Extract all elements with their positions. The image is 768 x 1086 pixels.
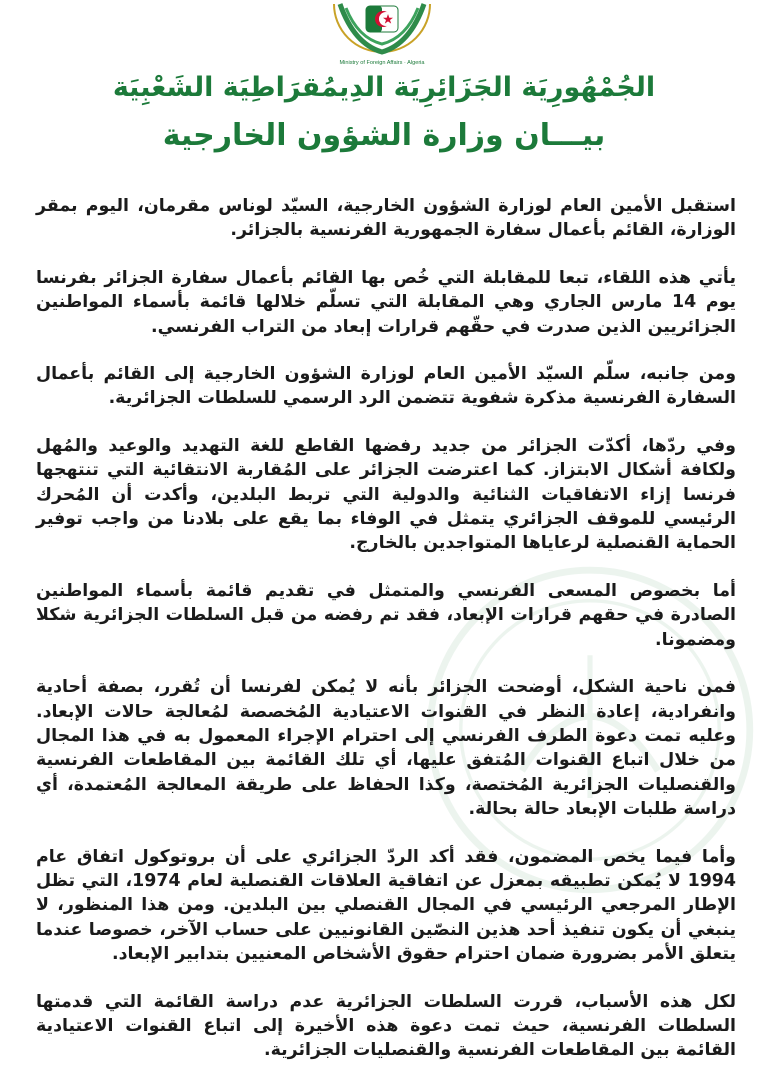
paragraph: يأتي هذه اللقاء، تبعا للمقابلة التي خُص بها القائم بأعمال سفارة الجزائر بفرنسا يوم 14 مارس الجاري وهي المقابلة التي تسلّم خلالها قائمة بأسماء المواطنين الجزائريين الذين صدرت في حقّهم قرارات إبعاد من التراب الفرنسي.	[36, 267, 737, 337]
paragraph: استقبل الأمين العام لوزارة الشؤون الخارجية، السيّد لوناس مقرمان، اليوم بمقر الوزارة، القائم بأعمال سفارة الجمهورية الفرنسية بالجزائر.	[36, 196, 736, 241]
paragraph: وأما فيما يخص المضمون، فقد أكد الردّ الجزائري على أن بروتوكول اتفاق عام 1994 لا يُمكن تطبيقه بمعزل عن اتفاقية العلاقات القنصلية لعام 1974، التي تظل الإطار المرجعي الرئيسي في المجال القنصلي بين البلدين. ومن هذا المنظور، لا ينبغي أن يكون تنفيذ أحد هذين النصّين القانونيين على حساب الآخر، خصوصا عندما يتعلق الأمر بضرورة ضمان احترام حقوق الأشخاص المعنيين بتدابير الإبعاد.	[36, 846, 736, 965]
paragraph: ومن جانبه، سلّم السيّد الأمين العام لوزارة الشؤون الخارجية إلى القائم بأعمال السفارة الفرنسية مذكرة شفوية تتضمن الرد الرسمي للسلطات الجزائرية.	[36, 364, 736, 409]
emblem-caption: Ministry of Foreign Affairs · Algeria	[339, 60, 425, 66]
paragraph: وفي ردّها، أكدّت الجزائر من جديد رفضها القاطع للغة التهديد والوعيد والمُهل ولكافة أشكال الابتزاز. كما اعترضت الجزائر على المُقاربة الانتقائية التي تنتهجها فرنسا إزاء الاتفاقيات الثنائية والدولية التي تربط البلدين، وأكدت أن المُحرك الرئيسي للموقف الجزائري يتمثل في الوفاء بما يقع على بلادنا من واجب توفير الحماية القنصلية لرعاياها المتواجدين بالخارج.	[36, 435, 736, 554]
statement-title: بيـــان وزارة الشؤون الخارجية	[162, 118, 606, 153]
ministry-emblem-icon	[320, 0, 444, 68]
paragraph: أما بخصوص المسعى الفرنسي والمتمثل في تقديم قائمة بأسماء المواطنين الصادرة في حقهم قرارات الإبعاد، فقد تم رفضه من قبل السلطات الجزائرية شكلا ومضمونا.	[36, 580, 736, 650]
paragraph: لكل هذه الأسباب، قررت السلطات الجزائرية عدم دراسة القائمة التي قدمتها السلطات الفرنسية، حيث تمت دعوة هذه الأخيرة إلى اتباع القنوات الاعتيادية القائمة بين المقاطعات الفرنسية والقنصليات الجزائرية.	[36, 991, 736, 1061]
statement-body	[36, 194, 736, 1086]
republic-title: الجُمْهُورِيَة الجَزَائِرِيَة الدِيمُقرَاطِيَة الشَعْبِيَة	[112, 72, 656, 103]
paragraph: فمن ناحية الشكل، أوضحت الجزائر بأنه لا يُمكن لفرنسا أن تُقرر، بصفة أحادية وانفرادية، إعادة النظر في القنوات الاعتيادية المُخصصة لمُعالجة حالات الإبعاد. وعليه تمت دعوة الطرف الفرنسي إلى احترام الإجراء المعمول به في هذا المجال من خلال اتباع القنوات المُتفق عليها، أي تلك القائمة بين المقاطعات الفرنسية والقنصليات الجزائرية المُختصة، وكذا الحفاظ على طريقة المعالجة المُعتمدة، أي دراسة طلبات الإبعاد حالة بحالة.	[36, 677, 736, 820]
